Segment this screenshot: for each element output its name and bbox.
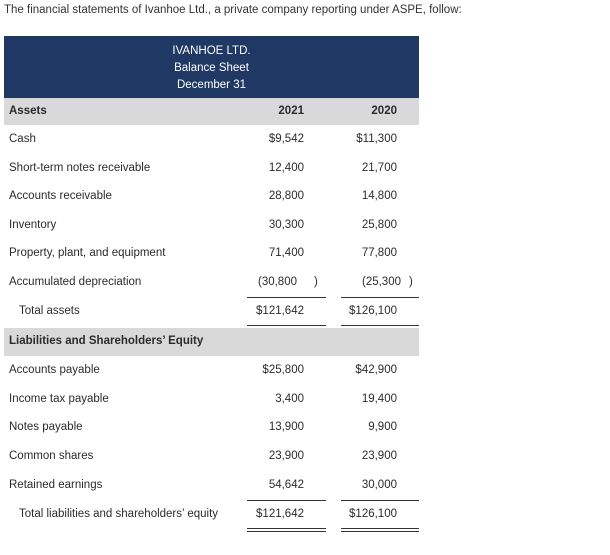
- value-2020: 19,400: [361, 393, 397, 405]
- total-rule-2020: [341, 528, 419, 532]
- table-row: [0, 450, 610, 464]
- row-label: Property, plant, and equipment: [9, 247, 166, 259]
- value-2021: $9,542: [268, 133, 304, 145]
- row-label: Total assets: [19, 305, 80, 317]
- value-2021: 13,900: [268, 421, 304, 433]
- row-label: Total liabilities and shareholders’ equity: [19, 508, 219, 520]
- table-row: [0, 393, 610, 407]
- table-row: [0, 276, 610, 290]
- year-2020-header: 2020: [371, 105, 397, 117]
- row-label: Common shares: [9, 450, 94, 462]
- value-2020: 30,000: [361, 479, 397, 491]
- total-liabilities-row: [0, 508, 610, 522]
- value-2020: $126,100: [349, 305, 397, 317]
- liabilities-heading: Liabilities and Shareholders’ Equity: [9, 335, 204, 347]
- value-2020: 9,900: [368, 421, 397, 433]
- subtotal-rule-2021: [247, 500, 326, 501]
- statement-date: December 31: [176, 79, 247, 91]
- close-paren-2021: ): [314, 276, 318, 288]
- value-2020: (25,300: [361, 276, 401, 288]
- value-2021: 54,642: [268, 479, 304, 491]
- total-assets-row: [0, 305, 610, 319]
- value-2020: 14,800: [361, 190, 397, 202]
- table-row: [0, 162, 610, 176]
- table-row: [0, 479, 610, 493]
- row-label: Accumulated depreciation: [9, 276, 142, 288]
- value-2021: $121,642: [256, 508, 304, 520]
- value-2021: 28,800: [268, 190, 304, 202]
- row-label: Accounts payable: [9, 364, 100, 376]
- close-paren-2020: ): [409, 276, 413, 288]
- table-row: [0, 190, 610, 204]
- table-row: [0, 247, 610, 261]
- value-2020: $126,100: [349, 508, 397, 520]
- value-2021: 23,900: [268, 450, 304, 462]
- liabilities-heading-row: [0, 335, 610, 349]
- subtotal-rule-2020: [341, 297, 419, 298]
- company-name: IVANHOE LTD.: [172, 45, 251, 57]
- value-2021: (30,800: [257, 276, 297, 288]
- table-row: [0, 421, 610, 435]
- row-label: Cash: [9, 133, 36, 145]
- row-label: Income tax payable: [9, 393, 109, 405]
- row-label: Inventory: [9, 219, 57, 231]
- row-label: Accounts receivable: [9, 190, 112, 202]
- table-row: [0, 364, 610, 378]
- intro-text: The financial statements of Ivanhoe Ltd., a private company reporting under ASPE, follow:: [4, 4, 462, 16]
- value-2020: 25,800: [361, 219, 397, 231]
- value-2021: 3,400: [275, 393, 304, 405]
- value-2021: 12,400: [268, 162, 304, 174]
- value-2020: $11,300: [356, 133, 397, 145]
- year-2021-header: 2021: [278, 105, 304, 117]
- table-row: [0, 219, 610, 233]
- value-2020: 77,800: [361, 247, 397, 259]
- value-2021: 30,300: [268, 219, 304, 231]
- total-rule-2021: [247, 528, 326, 532]
- statement-header: [4, 36, 419, 98]
- column-header-row: [0, 105, 610, 119]
- value-2021: $25,800: [262, 364, 304, 376]
- value-2020: 21,700: [361, 162, 397, 174]
- row-label: Short-term notes receivable: [9, 162, 151, 174]
- value-2021: $121,642: [256, 305, 304, 317]
- assets-heading: Assets: [9, 105, 47, 117]
- table-row: [0, 133, 610, 147]
- value-2020: 23,900: [361, 450, 397, 462]
- value-2020: $42,900: [355, 364, 397, 376]
- row-label: Notes payable: [9, 421, 83, 433]
- row-label: Retained earnings: [9, 479, 103, 491]
- subtotal-rule-2021: [247, 297, 326, 298]
- statement-name: Balance Sheet: [174, 62, 249, 74]
- value-2021: 71,400: [268, 247, 304, 259]
- subtotal-rule-2020: [341, 500, 419, 501]
